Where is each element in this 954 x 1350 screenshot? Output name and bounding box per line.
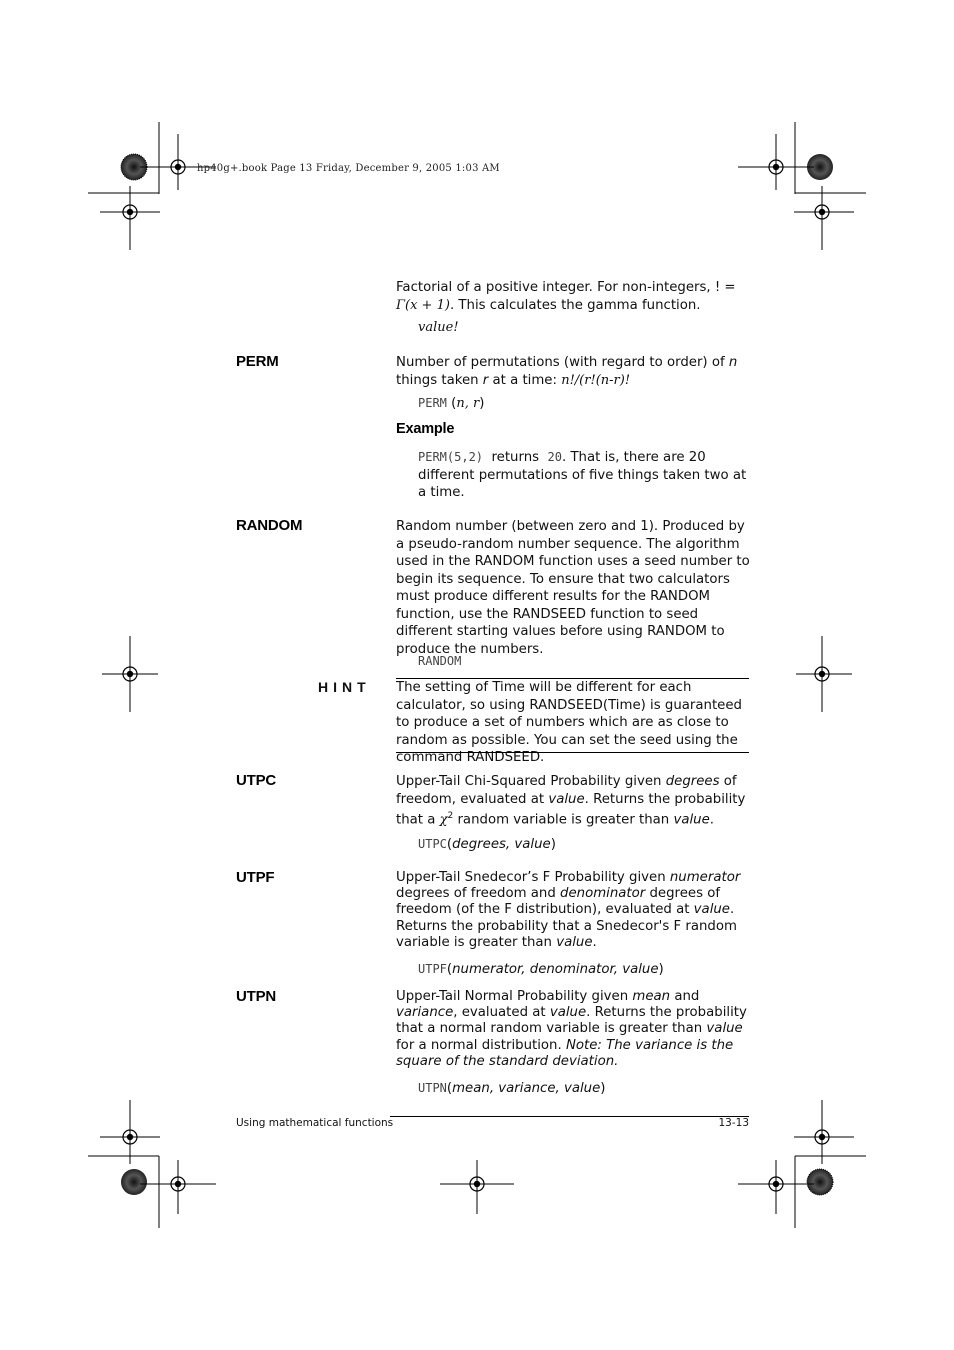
footer-rule <box>390 1116 749 1117</box>
perm-example: PERM(5,2) returns 20. That is, there are 20 different permutations of five things taken two at a time. <box>418 450 747 500</box>
footer-page-number: 13-13 <box>718 1117 749 1129</box>
utpn-syntax: UTPN(mean, variance, value) <box>418 1081 606 1096</box>
utpc-description: Upper-Tail Chi-Squared Probability given degrees of freedom, evaluated at value. Returns the probability that a $\chi^2$ random variable is greater than value. <box>396 774 746 828</box>
factorial-description: Factorial of a positive integer. For non-integers, ! = Γ(x + 1). This calculates the gamma function. <box>396 280 736 313</box>
example-heading: Example <box>396 421 455 437</box>
random-term: RANDOM <box>236 517 303 534</box>
random-description: Random number (between zero and 1). Produced by a pseudo-random number sequence. The algorithm used in the RANDOM function uses a seed number to begin its sequence. To ensure that two calculators must produce different results for the RANDOM function, use the RANDSEED function to seed different starting values before using RANDOM to produce the numbers. <box>396 519 750 657</box>
gamma-expression: Γ(x + 1) <box>396 297 450 313</box>
utpn-term: UTPN <box>236 988 277 1005</box>
random-syntax: RANDOM <box>418 654 462 668</box>
print-slug: hp40g+.book Page 13 Friday, December 9, 2005 1:03 AM <box>197 163 500 174</box>
footer-section-title: Using mathematical functions <box>236 1117 394 1129</box>
perm-term: PERM <box>236 353 279 370</box>
perm-description: Number of permutations (with regard to order) of n things taken r at a time: n!/(r!(n-r)! <box>396 355 738 388</box>
utpc-term: UTPC <box>236 772 277 789</box>
starburst-mark-bottom-right-icon <box>807 1169 833 1195</box>
hint-bottom-rule <box>396 752 749 753</box>
perm-formula: n!/(r!(n-r)! <box>561 372 631 388</box>
utpf-syntax: UTPF(numerator, denominator, value) <box>418 962 664 977</box>
utpf-term: UTPF <box>236 869 275 886</box>
utpf-description: Upper-Tail Snedecor’s F Probability given numerator degrees of freedom and denominator degrees of freedom (of the F distribution), evaluated at value. Returns the probability that a Snedecor's F random variable is greater than value. <box>396 870 741 950</box>
utpc-syntax: UTPC(degrees, value) <box>418 837 556 852</box>
hint-text: The setting of Time will be different for each calculator, so using RANDSEED(Time) is guaranteed to produce a set of numbers which are as close to random as possible. You can set the seed using the command RANDSEED. <box>396 680 742 765</box>
starburst-mark-bottom-left-icon <box>121 1169 147 1195</box>
utpn-description: Upper-Tail Normal Probability given mean and variance, evaluated at value. Returns the probability that a normal random variable is greater than value for a normal distribution. Note: The variance is the square of the standard deviation. <box>396 989 747 1069</box>
factorial-syntax: value! <box>418 320 459 335</box>
hint-label: HINT <box>318 679 371 695</box>
perm-syntax: PERM (n, r) <box>418 396 485 411</box>
